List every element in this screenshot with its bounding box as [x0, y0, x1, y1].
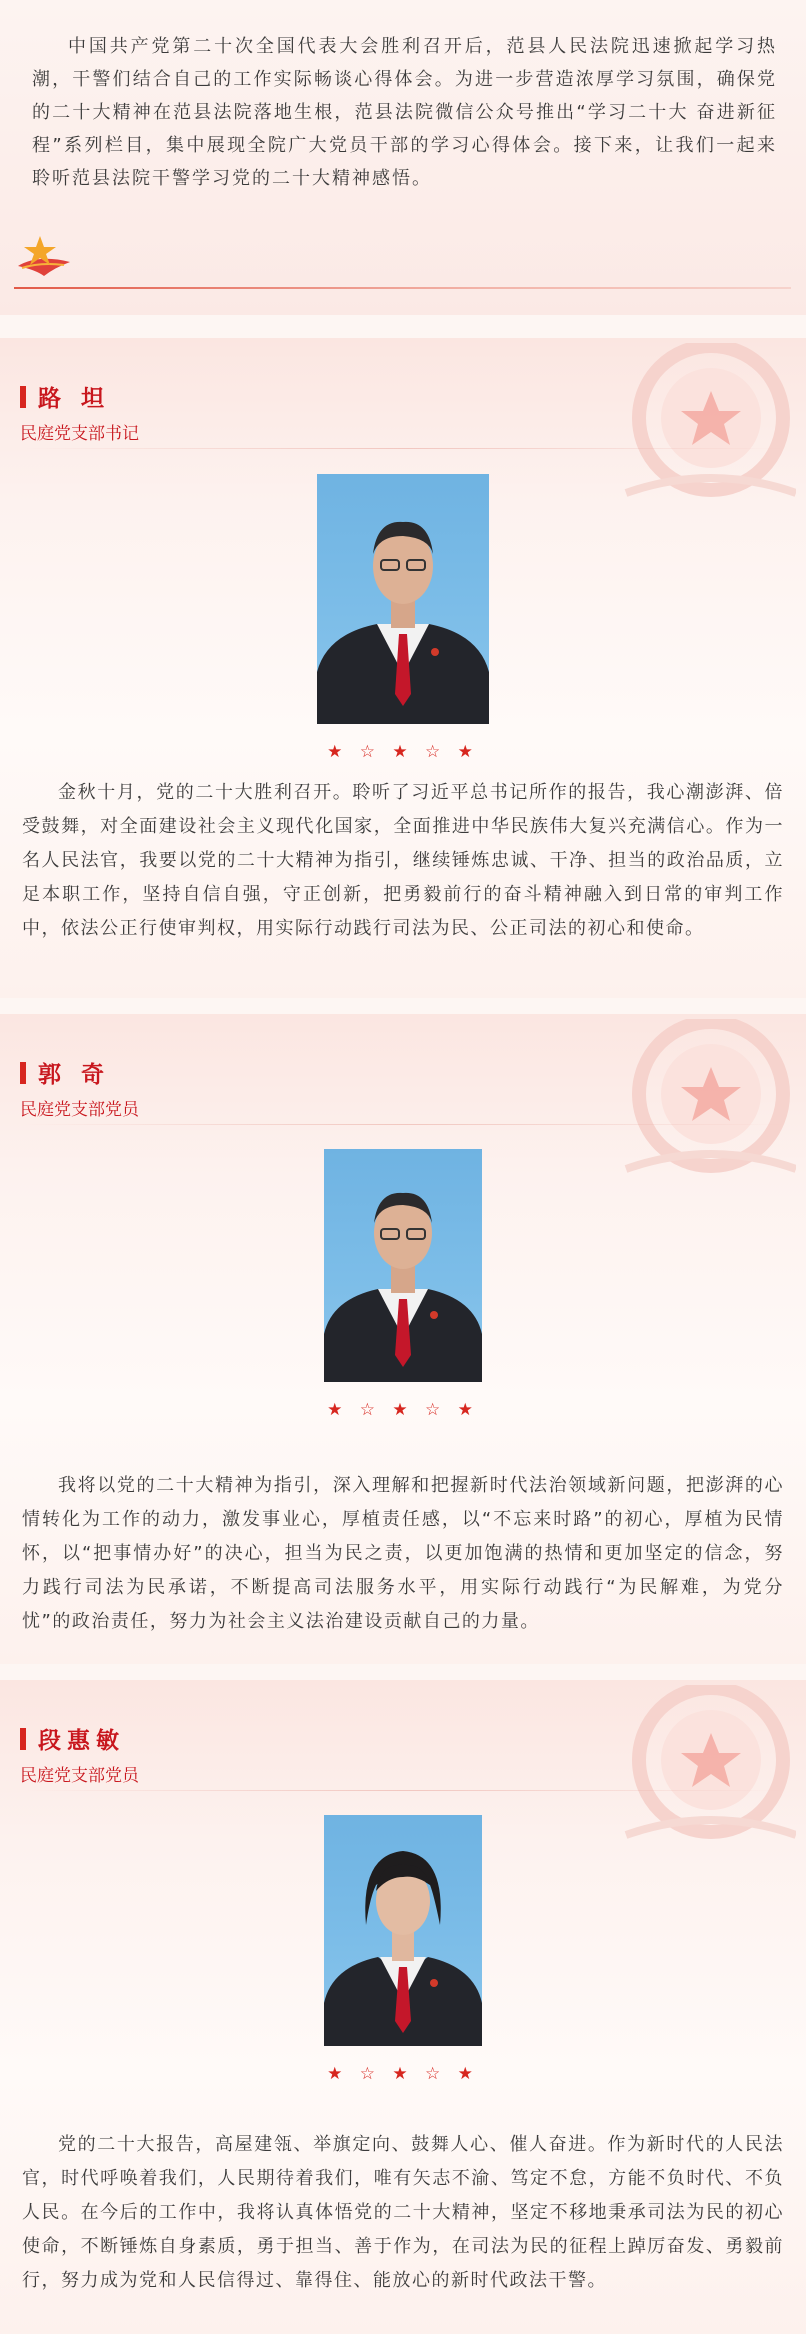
profile-section-3	[0, 1680, 806, 2334]
profile-text: 党的二十大报告，高屋建瓴、举旗定向、鼓舞人心、催人奋进。作为新时代的人民法官，时代呼唤着我们，人民期待着我们，唯有矢志不渝、笃定不怠，方能不负时代、不负人民。在今后的工作中，我将认真体悟党的二十大精神，坚定不移地秉承司法为民的初心使命，不断锤炼自身素质，勇于担当、善于作为，在司法为民的征程上踔厉奋发、勇毅前行，努力成为党和人民信得过、靠得住、能放心的新时代政法干警。	[22, 2134, 784, 2291]
intro-section	[0, 0, 806, 315]
profile-text: 金秋十月，党的二十大胜利召开。聆听了习近平总书记所作的报告，我心潮澎湃、倍受鼓舞，对全面建设社会主义现代化国家，全面推进中华民族伟大复兴充满信心。作为一名人民法官，我要以党的二十大精神为指引，继续锤炼忠诚、干净、担当的政治品质，立足本职工作，坚持自信自强，守正创新，把勇毅前行的奋斗精神融入到日常的审判工作中，依法公正行使审判权，用实际行动践行司法为民、公正司法的初心和使命。	[22, 782, 784, 939]
profile-section-2	[0, 1014, 806, 1664]
intro-paragraph: 中国共产党第二十次全国代表大会胜利召开后，范县人民法院迅速掀起学习热潮，干警们结合自己的工作实际畅谈心得体会。为进一步营造浓厚学习氛围，确保党的二十大精神在范县法院落地生根，范县法院微信公众号推出“学习二十大 奋进新征程”系列栏目，集中展现全院广大党员干部的学习心得体会。接下来，让我们一起来聆听范县法院干警学习党的二十大精神感悟。	[32, 36, 777, 189]
profile-name: 路 坦	[38, 386, 111, 412]
profile-section-1	[0, 338, 806, 998]
profile-name: 郭 奇	[38, 1062, 111, 1088]
party-emblem-icon	[566, 1019, 796, 1194]
name-marker	[20, 1728, 26, 1750]
name-marker	[20, 1062, 26, 1084]
portrait-photo	[324, 1815, 482, 2046]
profile-role: 民庭党支部党员	[20, 1766, 139, 1786]
portrait-figure	[324, 1815, 482, 2046]
star-divider: ★ ☆ ★ ☆ ★	[327, 1400, 479, 1420]
star-divider: ★ ☆ ★ ☆ ★	[327, 742, 479, 762]
star-ribbon-icon	[14, 232, 74, 280]
profile-text: 我将以党的二十大精神为指引，深入理解和把握新时代法治领域新问题，把澎湃的心情转化为工作的动力，激发事业心，厚植责任感，以“不忘来时路”的初心，厚植为民情怀，以“把事情办好”的决心，担当为民之责，以更加饱满的热情和更加坚定的信念，努力践行司法为民承诺，不断提高司法服务水平，用实际行动践行“为民解难，为党分忧”的政治责任，努力为社会主义法治建设贡献自己的力量。	[22, 1475, 784, 1632]
star-divider: ★ ☆ ★ ☆ ★	[327, 2064, 479, 2084]
role-divider	[20, 1790, 786, 1791]
profile-role: 民庭党支部党员	[20, 1100, 139, 1120]
intro-divider	[14, 287, 791, 289]
role-divider	[20, 1124, 786, 1125]
portrait-figure	[317, 474, 489, 724]
party-emblem-icon	[566, 1685, 796, 1860]
profile-name: 段惠敏	[38, 1728, 125, 1754]
party-emblem-icon	[566, 343, 796, 518]
portrait-photo	[317, 474, 489, 724]
profile-role: 民庭党支部书记	[20, 424, 139, 444]
name-marker	[20, 386, 26, 408]
role-divider	[20, 448, 786, 449]
portrait-figure	[324, 1149, 482, 1382]
portrait-photo	[324, 1149, 482, 1382]
